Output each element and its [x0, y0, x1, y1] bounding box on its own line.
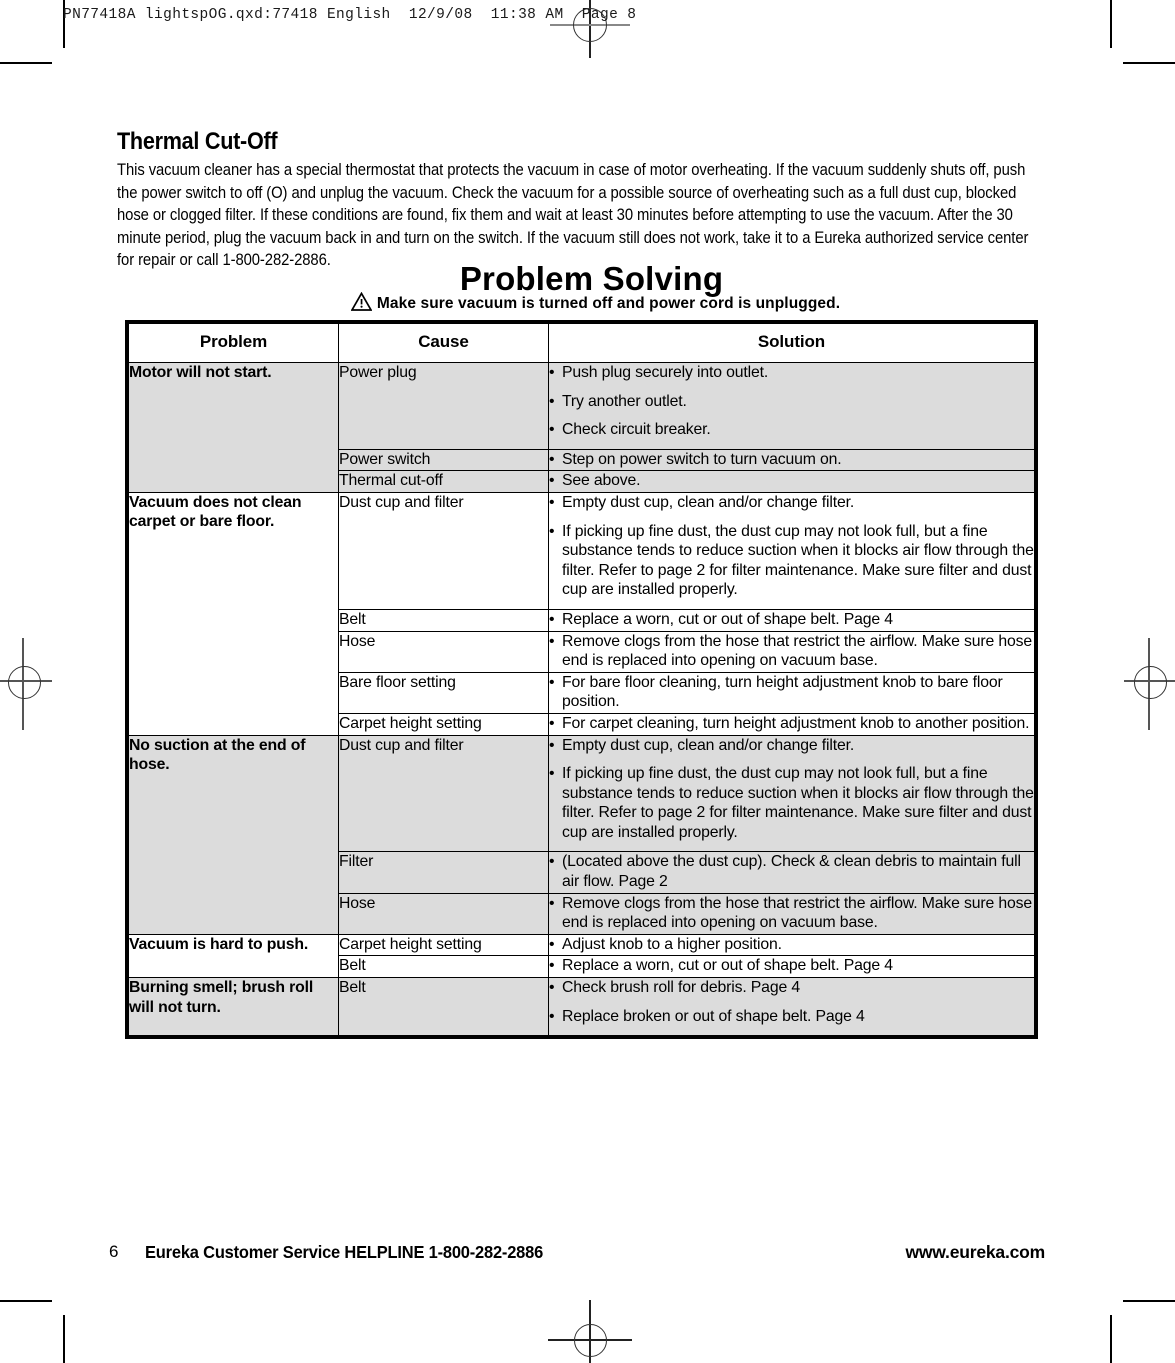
solution-cell — [549, 893, 1035, 934]
bullet-icon: • — [549, 1007, 555, 1025]
bullet-icon: • — [549, 957, 555, 975]
solution-text: Push plug securely into outlet. — [562, 364, 769, 381]
column-header-cause: Cause — [339, 324, 549, 363]
solution-text: For bare floor cleaning, turn height adjustment knob to bare floor position. — [562, 673, 1003, 711]
solution-cell — [549, 471, 1035, 493]
table-row — [129, 934, 1035, 956]
problem-cell: Motor will not start. — [129, 363, 339, 493]
solution-bullet — [549, 852, 1034, 891]
solution-cell — [549, 609, 1035, 631]
solution-text: Try another outlet. — [562, 392, 687, 410]
bullet-icon: • — [549, 610, 555, 628]
bullet-icon: • — [549, 979, 555, 997]
solution-text: Replace broken or out of shape belt. Page 4 — [562, 1007, 865, 1025]
table-body — [129, 363, 1035, 1036]
bullet-icon: • — [549, 421, 555, 439]
solution-text: (Located above the dust cup). Check & clean debris to maintain full air flow. Page 2 — [562, 853, 1021, 891]
warning-row — [0, 292, 1175, 316]
solution-text: If picking up fine dust, the dust cup may not look full, but a fine substance tends to reduce suction when it blocks air flow through the filter. Refer to page 2 for filter maintenance. Make sure filter and dust cup are installed properly. — [562, 765, 1034, 841]
solution-cell — [549, 631, 1035, 672]
bullet-icon: • — [549, 765, 555, 783]
cause-cell: Power plug — [339, 363, 549, 450]
solution-bullet — [549, 363, 1034, 383]
footer-helpline: Eureka Customer Service HELPLINE 1-800-282-2886 — [145, 1242, 544, 1262]
problem-solving-table-container — [125, 320, 1038, 1039]
solution-bullet — [549, 764, 1034, 842]
solution-cell — [549, 363, 1035, 450]
solution-text: If picking up fine dust, the dust cup may not look full, but a fine substance tends to reduce suction when it blocks air flow through the filter. Refer to page 2 for filter maintenance. Make sure filter and dust cup are installed properly. — [562, 522, 1034, 599]
bullet-icon: • — [549, 472, 555, 490]
solution-bullet — [549, 522, 1034, 600]
bullet-icon: • — [549, 392, 555, 410]
solution-text: See above. — [562, 472, 641, 490]
cause-cell: Hose — [339, 893, 549, 934]
solution-cell — [549, 492, 1035, 609]
table-row — [129, 492, 1035, 609]
solution-bullet — [549, 736, 1034, 756]
solution-text: Replace a worn, cut or out of shape belt. Page 4 — [562, 610, 893, 628]
bullet-icon: • — [549, 364, 555, 381]
cause-cell: Carpet height setting — [339, 934, 549, 956]
cause-cell: Belt — [339, 956, 549, 978]
bullet-icon: • — [549, 632, 555, 650]
cause-cell: Dust cup and filter — [339, 492, 549, 609]
bullet-icon: • — [549, 736, 555, 754]
table-header — [129, 324, 1035, 363]
solution-cell — [549, 713, 1035, 735]
cause-cell: Belt — [339, 978, 549, 1036]
cause-cell: Thermal cut-off — [339, 471, 549, 493]
solution-text: Adjust knob to a higher position. — [562, 935, 782, 953]
solution-text: Check brush roll for debris. Page 4 — [562, 979, 800, 997]
bullet-icon: • — [549, 450, 555, 468]
solution-bullet — [549, 956, 1034, 976]
column-header-problem: Problem — [129, 324, 339, 363]
cause-cell: Hose — [339, 631, 549, 672]
bullet-icon: • — [549, 935, 555, 953]
bullet-icon: • — [549, 673, 555, 691]
problem-cell: No suction at the end of hose. — [129, 735, 339, 934]
table-row — [129, 735, 1035, 852]
solution-text: Step on power switch to turn vacuum on. — [562, 450, 842, 468]
problem-cell: Vacuum is hard to push. — [129, 934, 339, 977]
table-row — [129, 363, 1035, 450]
solution-text: Check circuit breaker. — [562, 421, 711, 439]
bullet-icon: • — [549, 714, 555, 732]
solution-text: Empty dust cup, clean and/or change filter. — [562, 493, 855, 511]
solution-bullet — [549, 935, 1034, 955]
bullet-icon: • — [549, 522, 555, 540]
warning-text: Make sure vacuum is turned off and power cord is unplugged. — [376, 295, 841, 312]
solution-bullet — [549, 471, 1034, 491]
solution-cell — [549, 735, 1035, 852]
problem-cell: Vacuum does not clean carpet or bare floor. — [129, 492, 339, 735]
solution-text: For carpet cleaning, turn height adjustment knob to another position. — [562, 714, 1030, 732]
solution-text: Remove clogs from the hose that restrict the airflow. Make sure hose end is replaced into opening on vacuum base. — [562, 632, 1033, 670]
table-header-row — [129, 324, 1035, 363]
problem-solving-table — [128, 323, 1035, 1036]
solution-bullet — [549, 493, 1034, 513]
solution-bullet — [549, 1007, 1034, 1027]
solution-bullet — [549, 632, 1034, 671]
page-number: 6 — [109, 1242, 119, 1261]
solution-cell — [549, 956, 1035, 978]
cause-cell: Carpet height setting — [339, 713, 549, 735]
bullet-icon: • — [549, 894, 555, 912]
solution-bullet — [549, 450, 1034, 470]
solution-cell — [549, 852, 1035, 893]
solution-bullet — [549, 714, 1034, 734]
column-header-solution: Solution — [549, 324, 1035, 363]
solution-cell — [549, 978, 1035, 1036]
solution-cell — [549, 449, 1035, 471]
solution-bullet — [549, 392, 1034, 412]
solution-bullet — [549, 978, 1034, 998]
bullet-icon: • — [549, 853, 555, 871]
solution-text: Replace a worn, cut or out of shape belt. Page 4 — [562, 957, 893, 975]
problem-cell: Burning smell; brush roll will not turn. — [129, 978, 339, 1036]
solution-cell — [549, 672, 1035, 713]
table-row — [129, 978, 1035, 1036]
prepress-proof-header: PN77418A lightspOG.qxd:77418 English 12/9/08 11:38 AM Page 8 — [63, 7, 637, 23]
solution-cell — [549, 934, 1035, 956]
solution-bullet — [549, 894, 1034, 933]
solution-bullet — [549, 610, 1034, 630]
thermal-cutoff-paragraph: This vacuum cleaner has a special thermostat that protects the vacuum in case of motor overheating. If the vacuum suddenly shuts off, push the power switch to off (O) and unplug the vacuum. Check the vacuum for a possible source of overheating such as a full dust cup, blocked hose or clogged filter. If these conditions are found, fix them and wait at least 30 minutes before attempting to use the vacuum. After the 30 minute period, plug the vacuum back in and turn on the switch. If the vacuum still does not work, take it to a Eureka authorized service center for repair or call 1-800-282-2886. — [117, 161, 1029, 270]
page-footer — [0, 1242, 1175, 1268]
cause-cell: Belt — [339, 609, 549, 631]
cause-cell: Power switch — [339, 449, 549, 471]
bullet-icon: • — [549, 493, 555, 511]
solution-text: Empty dust cup, clean and/or change filter. — [562, 736, 855, 754]
solution-bullet — [549, 420, 1034, 440]
cause-cell: Bare floor setting — [339, 672, 549, 713]
cause-cell: Dust cup and filter — [339, 735, 549, 852]
solution-bullet — [549, 673, 1034, 712]
cause-cell: Filter — [339, 852, 549, 893]
problem-solving-heading-text: Problem Solving — [459, 260, 724, 297]
solution-text: Remove clogs from the hose that restrict the airflow. Make sure hose end is replaced into opening on vacuum base. — [562, 894, 1033, 932]
page-title: Thermal Cut-Off — [117, 128, 278, 156]
warning-triangle-icon — [351, 292, 372, 316]
footer-website: www.eureka.com — [905, 1242, 1045, 1262]
